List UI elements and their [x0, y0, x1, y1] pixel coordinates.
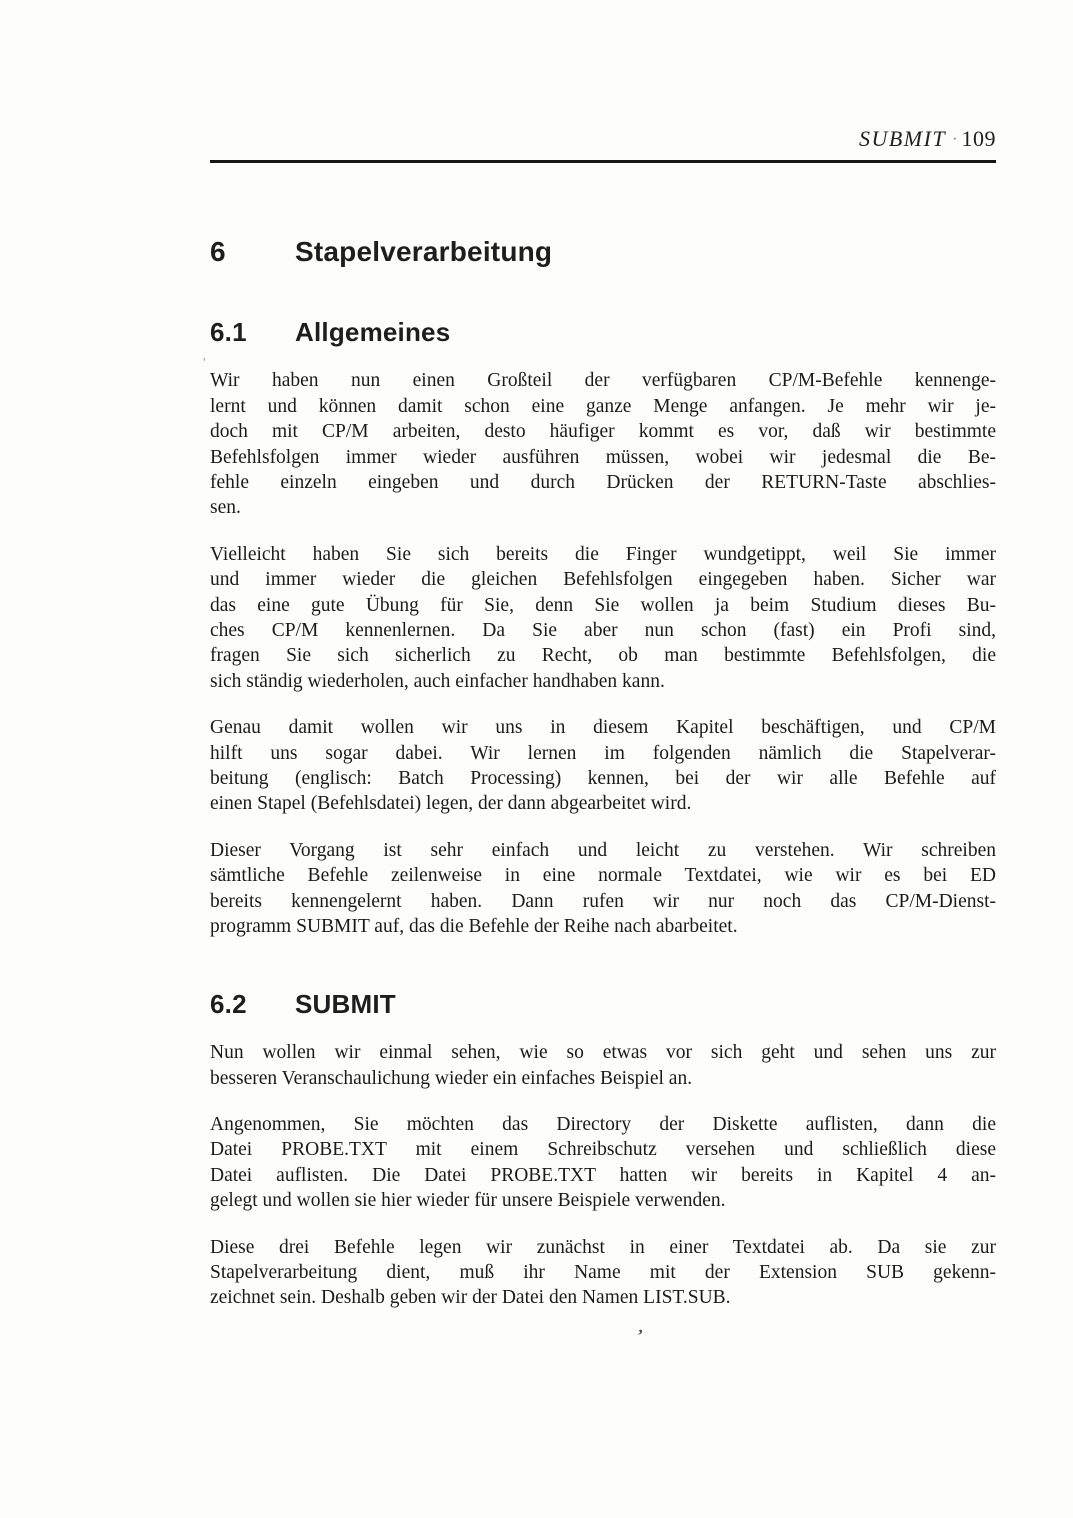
- page-body: [210, 318, 996, 1311]
- section-heading-6.2: [210, 990, 996, 1019]
- text-line: einen Stapel (Befehlsdatei) legen, der dann abgearbeitet wird.: [210, 793, 692, 815]
- section-6.2-paragraph-1: [210, 1040, 996, 1091]
- text-line: Stapelverarbeitung dient, muß ihr Name mit der Extension SUB gekenn-: [210, 1261, 996, 1283]
- text-line: sen.: [210, 497, 241, 519]
- section-number: 6.1: [210, 316, 247, 347]
- text-line: und immer wieder die gleichen Befehlsfolgen eingegeben haben. Sicher war: [210, 569, 996, 591]
- text-line: sämtliche Befehle zeilenweise in eine normale Textdatei, wie wir es bei ED: [210, 865, 996, 887]
- text-line: Datei PROBE.TXT mit einem Schreibschutz versehen und schließlich diese: [210, 1139, 996, 1161]
- text-line: lernt und können damit schon eine ganze Menge anfangen. Je mehr wir je-: [210, 395, 996, 417]
- text-line: Datei auflisten. Die Datei PROBE.TXT hatten wir bereits in Kapitel 4 an-: [210, 1164, 996, 1186]
- scan-artifact-left: ': [203, 356, 206, 371]
- text-line: Genau damit wollen wir uns in diesem Kapitel beschäftigen, und CP/M: [210, 717, 996, 739]
- scan-artifact-bottom: ’: [635, 1325, 645, 1346]
- text-line: doch mit CP/M arbeiten, desto häufiger kommt es vor, daß wir bestimmte: [210, 421, 996, 443]
- header-rule: [210, 160, 996, 163]
- text-line: Nun wollen wir einmal sehen, wie so etwas vor sich geht und sehen uns zur: [210, 1042, 996, 1064]
- text-line: Dieser Vorgang ist sehr einfach und leicht zu verstehen. Wir schreiben: [210, 839, 996, 861]
- section-6.1-paragraph-4: [210, 838, 996, 940]
- text-line: Befehlsfolgen immer wieder ausführen müssen, wobei wir jedesmal die Be-: [210, 446, 996, 468]
- text-line: sich ständig wiederholen, auch einfacher handhaben kann.: [210, 670, 665, 692]
- text-line: Diese drei Befehle legen wir zunächst in einer Textdatei ab. Da sie zur: [210, 1236, 996, 1258]
- header-separator: ·: [952, 131, 958, 148]
- section-6.2-paragraph-3: [210, 1235, 996, 1311]
- text-line: beitung (englisch: Batch Processing) kennen, bei der wir alle Befehle auf: [210, 768, 996, 790]
- running-header: [210, 128, 996, 150]
- text-line: programm SUBMIT auf, das die Befehle der Reihe nach abarbeitet.: [210, 916, 738, 938]
- section-title: SUBMIT: [295, 988, 396, 1019]
- text-line: Vielleicht haben Sie sich bereits die Finger wundgetippt, weil Sie immer: [210, 543, 996, 565]
- section-heading-6.1: [210, 318, 996, 347]
- text-line: bereits kennengelernt haben. Dann rufen wir nur noch das CP/M-Dienst-: [210, 890, 996, 912]
- section-title: Allgemeines: [295, 316, 451, 347]
- page-number: 109: [961, 126, 996, 151]
- text-line: hilft uns sogar dabei. Wir lernen im folgenden nämlich die Stapelverar-: [210, 742, 996, 764]
- page-content: [210, 0, 996, 1332]
- text-line: Angenommen, Sie möchten das Directory der Diskette auflisten, dann die: [210, 1113, 996, 1135]
- text-line: Wir haben nun einen Großteil der verfügbaren CP/M-Befehle kennenge-: [210, 370, 996, 392]
- text-line: besseren Veranschaulichung wieder ein einfaches Beispiel an.: [210, 1067, 693, 1089]
- section-6.1-paragraph-1: [210, 368, 996, 520]
- section-6.2-paragraph-2: [210, 1112, 996, 1214]
- chapter-heading: [210, 237, 996, 268]
- text-line: fragen Sie sich sicherlich zu Recht, ob man bestimmte Befehlsfolgen, die: [210, 645, 996, 667]
- section-6.1-paragraph-2: [210, 542, 996, 694]
- text-line: das eine gute Übung für Sie, denn Sie wollen ja beim Studium dieses Bu-: [210, 594, 996, 616]
- running-title: SUBMIT: [858, 126, 947, 151]
- text-line: gelegt und wollen sie hier wieder für unsere Beispiele verwenden.: [210, 1190, 726, 1212]
- chapter-title: Stapelverarbeitung: [295, 236, 553, 267]
- text-line: ches CP/M kennenlernen. Da Sie aber nun schon (fast) ein Profi sind,: [210, 620, 996, 642]
- text-line: fehle einzeln eingeben und durch Drücken der RETURN-Taste abschlies-: [210, 472, 996, 494]
- chapter-number: 6: [210, 236, 226, 267]
- section-6.1-paragraph-3: [210, 715, 996, 817]
- text-line: zeichnet sein. Deshalb geben wir der Datei den Namen LIST.SUB.: [210, 1287, 731, 1309]
- section-number: 6.2: [210, 988, 247, 1019]
